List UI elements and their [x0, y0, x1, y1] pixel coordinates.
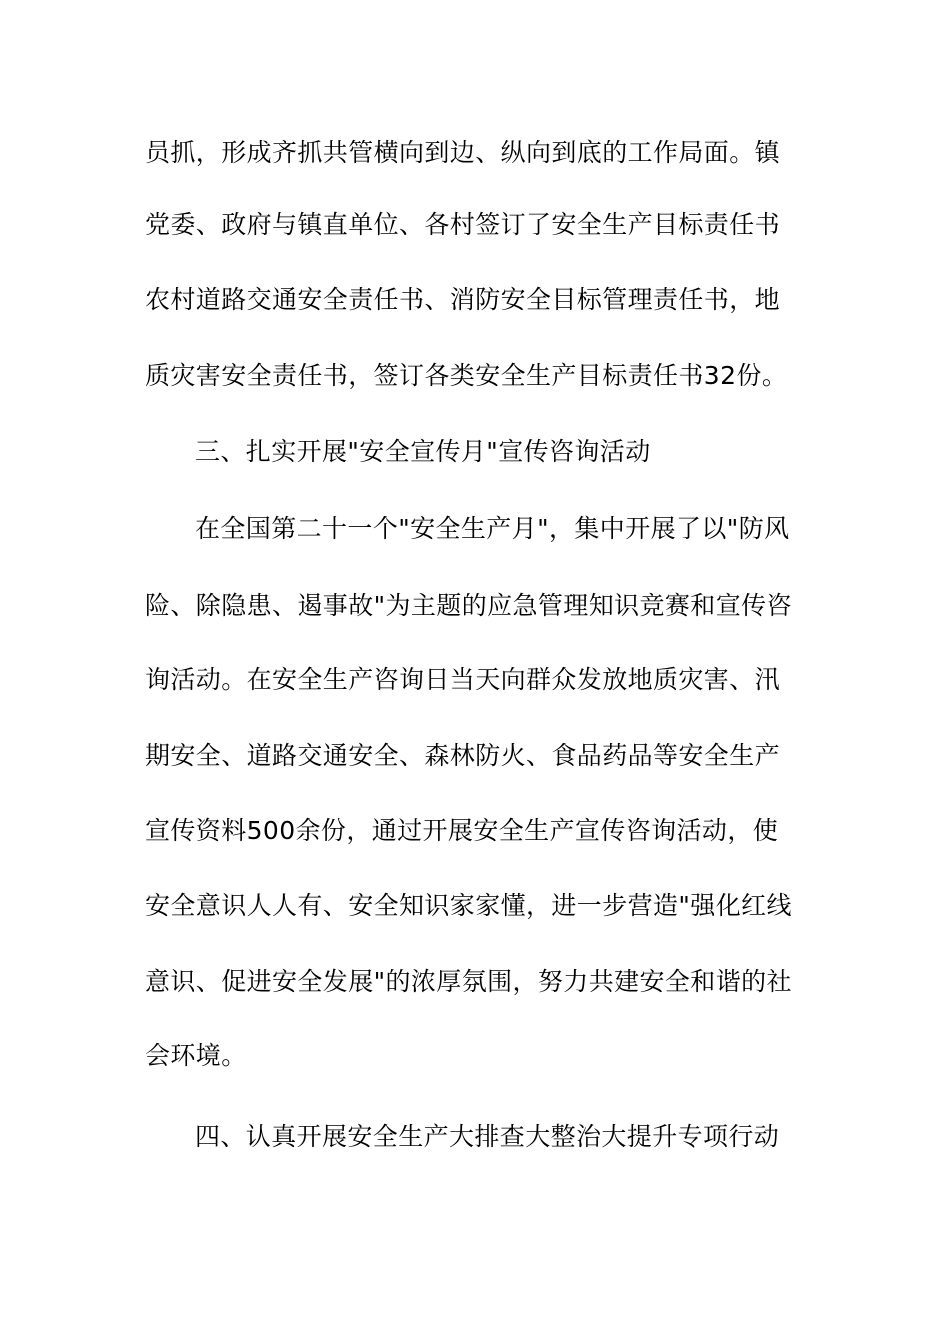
paragraph-line: 安全意识人人有、安全知识家家懂，进一步营造"强化红线 — [145, 891, 792, 920]
paragraph-line: 宣传资料500余份，通过开展安全生产宣传咨询活动，使 — [145, 816, 779, 845]
paragraph-line: 质灾害安全责任书，签订各类安全生产目标责任书32份。 — [145, 361, 788, 390]
paragraph-line: 意识、促进安全发展"的浓厚氛围，努力共建安全和谐的社 — [145, 967, 792, 996]
paragraph-line: 在全国第二十一个"安全生产月"，集中开展了以"防风 — [195, 514, 790, 543]
section-heading-3: 三、扎实开展"安全宣传月"宣传咨询活动 — [195, 437, 651, 466]
paragraph-line: 党委、政府与镇直单位、各村签订了安全生产目标责任书 — [145, 210, 781, 239]
paragraph-line: 险、除隐患、遏事故"为主题的应急管理知识竞赛和宣传咨 — [145, 591, 792, 620]
section-heading-4: 四、认真开展安全生产大排查大整治大提升专项行动 — [195, 1122, 780, 1151]
paragraph-line: 期安全、道路交通安全、森林防火、食品药品等安全生产 — [145, 741, 781, 770]
paragraph-line: 农村道路交通安全责任书、消防安全目标管理责任书，地 — [145, 285, 781, 314]
paragraph-line: 会环境。 — [145, 1041, 247, 1070]
paragraph-line: 员抓，形成齐抓共管横向到边、纵向到底的工作局面。镇 — [145, 138, 781, 167]
paragraph-line: 询活动。在安全生产咨询日当天向群众发放地质灾害、汛 — [145, 665, 781, 694]
